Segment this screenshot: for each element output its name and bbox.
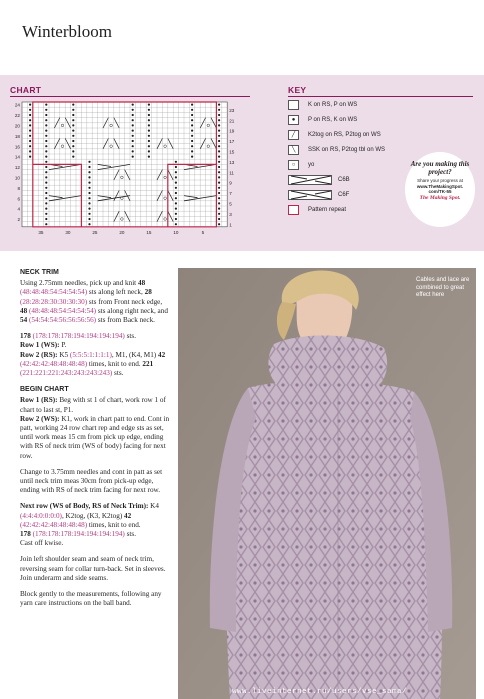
purl-dot <box>45 104 47 106</box>
text-run: , K2tog, (K3, K2tog) <box>61 511 125 520</box>
purl-dot <box>72 156 74 158</box>
text-run: sts. <box>124 332 137 341</box>
purl-dot <box>191 124 193 126</box>
purl-dot <box>175 218 177 220</box>
column-label: 35 <box>38 229 44 235</box>
row-label-left: 16 <box>14 144 20 150</box>
text-run: times, knit to end. <box>87 359 143 368</box>
text-run: , M1, (K4, M1) <box>111 350 158 359</box>
chart-heading-rule <box>10 96 250 97</box>
purl-dot <box>175 161 177 163</box>
purl-dot <box>72 145 74 147</box>
purl-dot <box>191 135 193 137</box>
purl-dot <box>175 202 177 204</box>
purl-dot <box>72 119 74 121</box>
purl-dot <box>132 114 134 116</box>
text-run: sts from Front neck edge, <box>87 297 163 306</box>
neck-trim-row2 <box>20 351 170 379</box>
purl-dot <box>132 150 134 152</box>
row-label-left: 2 <box>17 217 20 223</box>
purl-dot <box>218 187 220 189</box>
purl-dot <box>175 223 177 225</box>
text-run: (54:54:54:56:56:56:56) <box>28 316 97 325</box>
sweater-photo <box>178 268 476 699</box>
text-run: sts along left neck, <box>87 288 145 297</box>
purl-dot <box>218 192 220 194</box>
purl-dot <box>218 171 220 173</box>
purl-dot <box>45 202 47 204</box>
purl-dot <box>148 140 150 142</box>
knit-symbol-icon <box>288 100 299 110</box>
key-item-ssk: ╲ SSK on RS, P2tog tbl on WS <box>288 142 385 157</box>
text-run: 42 <box>157 350 166 359</box>
text-run: Row 1 (RS): <box>20 396 60 405</box>
purl-dot <box>45 156 47 158</box>
purl-dot <box>29 124 31 126</box>
row-label-left: 12 <box>14 165 20 171</box>
purl-dot <box>72 124 74 126</box>
text-run: (221:221:221:243:243:243:243) <box>20 369 113 378</box>
purl-dot <box>29 119 31 121</box>
neck-trim-total <box>20 332 170 341</box>
purl-dot <box>191 150 193 152</box>
purl-dot <box>72 114 74 116</box>
purl-dot <box>72 135 74 137</box>
purl-dot <box>72 130 74 132</box>
chart-cells <box>22 102 227 227</box>
chart-grid <box>10 100 250 245</box>
key-heading: KEY <box>288 85 307 95</box>
text-run: Row 1 (WS): <box>20 341 62 350</box>
knitting-chart <box>10 100 250 245</box>
row-label-right: 5 <box>229 201 232 207</box>
promo-url-1: www.TheMakingSpot. <box>416 184 464 189</box>
purl-dot <box>132 130 134 132</box>
row-label-right: 15 <box>229 149 235 155</box>
purl-dot <box>72 109 74 111</box>
purl-dot <box>45 150 47 152</box>
text-run: 48 <box>20 306 29 315</box>
watermark-url: www.liveinternet.ru/users/vse_sama/ <box>232 688 408 696</box>
text-run: sts from Back neck. <box>96 316 155 325</box>
text-run: 178 <box>20 530 33 539</box>
purl-dot <box>29 130 31 132</box>
purl-dot <box>175 176 177 178</box>
purl-dot <box>88 161 90 163</box>
key-item-yo: ○ yo <box>288 157 385 172</box>
purl-dot <box>148 150 150 152</box>
purl-dot <box>29 109 31 111</box>
promo-badge <box>405 152 475 227</box>
purl-dot <box>132 104 134 106</box>
neck-trim-pickup <box>20 279 170 325</box>
purl-dot <box>218 135 220 137</box>
purl-dot <box>45 192 47 194</box>
column-label: 25 <box>92 229 98 235</box>
purl-dot <box>88 223 90 225</box>
purl-dot <box>218 176 220 178</box>
purl-dot <box>29 150 31 152</box>
purl-dot <box>132 135 134 137</box>
purl-dot <box>191 145 193 147</box>
purl-dot <box>191 119 193 121</box>
k2tog-slash-icon: ╱ <box>288 130 299 140</box>
promo-url-2: com/TK-55 <box>428 189 452 194</box>
text-run: Change to 3.75mm needles and cont in patt as set until neck trim meas 30cm from pick-up edge, ending with RS of neck trim facing for next row. <box>20 467 163 495</box>
purl-dot <box>29 156 31 158</box>
purl-dot-icon: ● <box>288 115 299 125</box>
purl-dot <box>29 114 31 116</box>
purl-dot <box>29 104 31 106</box>
purl-dot <box>191 140 193 142</box>
text-run: (4:4:4:0:0:0:0) <box>20 511 62 520</box>
text-run: Row 2 (RS): <box>20 350 60 359</box>
text-run: 42 <box>124 511 132 520</box>
purl-dot <box>218 109 220 111</box>
neck-trim-heading: NECK TRIM <box>20 269 59 276</box>
purl-dot <box>88 208 90 210</box>
key-item-c6b: C6B <box>288 172 385 187</box>
purl-dot <box>45 197 47 199</box>
text-run: 48 <box>137 279 146 288</box>
purl-dot <box>45 213 47 215</box>
purl-dot <box>45 145 47 147</box>
begin-chart-heading: BEGIN CHART <box>20 386 69 394</box>
purl-dot <box>45 161 47 163</box>
column-label: 10 <box>173 229 179 235</box>
text-run: 54 <box>20 316 29 325</box>
purl-dot <box>218 208 220 210</box>
purl-dot <box>218 182 220 184</box>
purl-dot <box>132 140 134 142</box>
purl-dot <box>45 171 47 173</box>
row-label-right: 19 <box>229 128 235 134</box>
text-run: K5 <box>59 350 70 359</box>
purl-dot <box>218 213 220 215</box>
row-label-right: 1 <box>229 222 232 228</box>
purl-dot <box>132 145 134 147</box>
text-run: sts. <box>112 369 124 378</box>
purl-dot <box>218 114 220 116</box>
purl-dot <box>148 145 150 147</box>
purl-dot <box>218 161 220 163</box>
key-list <box>288 97 385 217</box>
purl-dot <box>45 166 47 168</box>
row-label-left: 18 <box>14 133 20 139</box>
purl-dot <box>45 109 47 111</box>
finishing-block: Block gently to the measurements, following any yarn care instructions on the ball band. <box>20 590 162 608</box>
row-label-left: 8 <box>17 185 20 191</box>
text-run: Next row (WS of Body, RS of Neck Trim): <box>20 502 151 511</box>
model-photo-illustration <box>178 268 476 699</box>
purl-dot <box>45 119 47 121</box>
photo-caption: Cables and lace are combined to great effect here <box>416 277 470 298</box>
purl-dot <box>175 171 177 173</box>
text-run: sts. <box>124 530 137 539</box>
purl-dot <box>72 104 74 106</box>
ssk-backslash-icon: ╲ <box>288 145 299 155</box>
purl-dot <box>175 166 177 168</box>
key-item-c6f: C6F <box>288 187 385 202</box>
purl-dot <box>191 156 193 158</box>
purl-dot <box>175 192 177 194</box>
row-label-right: 11 <box>229 170 234 176</box>
purl-dot <box>88 218 90 220</box>
row-label-right: 17 <box>229 139 235 145</box>
c6b-cable-icon <box>288 175 332 185</box>
row-label-right: 7 <box>229 191 232 197</box>
purl-dot <box>88 213 90 215</box>
row-label-right: 23 <box>229 107 235 113</box>
purl-dot <box>191 114 193 116</box>
text-run: K1, work in chart patt to end. Cont in patt, working 24 row chart rep and edge sts as set, until work meas 15 cm from pick up edge, ending with RS of neck trim (WS of body) facing for next row. <box>20 414 170 460</box>
purl-dot <box>218 140 220 142</box>
purl-dot <box>29 135 31 137</box>
page-title: Winterbloom <box>22 22 112 41</box>
purl-dot <box>45 135 47 137</box>
text-run: (178:178:178:194:194:194:194) <box>32 530 125 539</box>
cast-off: Cast off kwise. <box>20 539 64 548</box>
instructions-column <box>20 268 170 616</box>
column-label: 15 <box>146 229 152 235</box>
purl-dot <box>29 140 31 142</box>
text-run: (48:48:48:54:54:54:54) <box>20 288 88 297</box>
purl-dot <box>45 218 47 220</box>
purl-dot <box>175 197 177 199</box>
purl-dot <box>45 140 47 142</box>
purl-dot <box>88 202 90 204</box>
row-label-left: 6 <box>17 196 20 202</box>
promo-line: Share your progress at <box>417 178 463 183</box>
chart-heading: CHART <box>10 85 42 95</box>
purl-dot <box>45 187 47 189</box>
purl-dot <box>218 197 220 199</box>
column-label: 20 <box>119 229 125 235</box>
purl-dot <box>132 119 134 121</box>
text-run: Beg with st 1 of chart, work row 1 of chart to last st, P1. <box>20 396 166 414</box>
c6f-cable-icon <box>288 190 332 200</box>
purl-dot <box>148 109 150 111</box>
key-item-k2tog: ╱ K2tog on RS, P2tog on WS <box>288 127 385 142</box>
promo-question: Are you making this project? <box>410 160 470 176</box>
row-label-left: 24 <box>14 102 20 108</box>
purl-dot <box>191 130 193 132</box>
purl-dot <box>45 114 47 116</box>
purl-dot <box>45 176 47 178</box>
begin-chart-row1 <box>20 396 170 414</box>
purl-dot <box>218 119 220 121</box>
purl-dot <box>132 109 134 111</box>
purl-dot <box>175 208 177 210</box>
text-run: times, knit to end. <box>87 520 141 529</box>
purl-dot <box>218 202 220 204</box>
purl-dot <box>218 156 220 158</box>
purl-dot <box>88 182 90 184</box>
pattern-repeat-box-icon <box>288 205 299 215</box>
purl-dot <box>218 130 220 132</box>
row-label-left: 22 <box>14 113 20 119</box>
text-run: sts along right neck, and <box>96 306 168 315</box>
text-run: (42:42:42:48:48:48:48) <box>20 359 88 368</box>
purl-dot <box>45 124 47 126</box>
begin-chart-change <box>20 468 170 496</box>
purl-dot <box>148 135 150 137</box>
purl-dot <box>218 223 220 225</box>
purl-dot <box>148 130 150 132</box>
purl-dot <box>218 145 220 147</box>
row-label-left: 10 <box>14 175 20 181</box>
finishing-seams: Join left shoulder seam and seam of neck trim, reversing seam for collar turn-back. Set in sleeves. Join underarm and side seams. <box>20 555 166 582</box>
key-item-repeat: Pattern repeat <box>288 202 385 217</box>
purl-dot <box>218 124 220 126</box>
row-label-right: 3 <box>229 211 232 217</box>
text-run: (5:5:5:1:1:1:1) <box>69 350 112 359</box>
purl-dot <box>175 213 177 215</box>
text-run: (178:178:178:194:194:194:194) <box>32 332 125 341</box>
purl-dot <box>45 130 47 132</box>
text-run: K4 <box>150 502 159 511</box>
text-run: (48:48:48:54:54:54:54) <box>28 306 97 315</box>
purl-dot <box>148 114 150 116</box>
row-label-left: 14 <box>14 154 20 160</box>
purl-dot <box>191 104 193 106</box>
purl-dot <box>148 104 150 106</box>
column-label: 5 <box>201 229 205 235</box>
purl-dot <box>88 171 90 173</box>
row-label-right: 9 <box>229 180 232 186</box>
row-label-right: 13 <box>229 159 235 165</box>
text-run: Row 2 (WS): <box>20 414 62 423</box>
purl-dot <box>45 208 47 210</box>
purl-dot <box>218 166 220 168</box>
purl-dot <box>88 166 90 168</box>
purl-dot <box>72 150 74 152</box>
purl-dot <box>88 187 90 189</box>
purl-dot <box>29 145 31 147</box>
purl-dot <box>218 104 220 106</box>
purl-dot <box>148 156 150 158</box>
purl-dot <box>88 176 90 178</box>
purl-dot <box>191 109 193 111</box>
row-label-right: 21 <box>229 118 235 124</box>
begin-chart-row2 <box>20 415 170 461</box>
yarn-over-circle-icon: ○ <box>288 160 299 170</box>
purl-dot <box>148 124 150 126</box>
text-run: 221 <box>142 359 154 368</box>
purl-dot <box>132 156 134 158</box>
purl-dot <box>218 218 220 220</box>
neck-trim-row1 <box>20 341 170 350</box>
key-item-purl: ● P on RS, K on WS <box>288 112 385 127</box>
text-run: 178 <box>20 332 33 341</box>
text-run: P. <box>61 341 67 350</box>
purl-dot <box>88 192 90 194</box>
text-run: (42:42:42:48:48:48:48) <box>20 520 88 529</box>
text-run: 28 <box>144 288 152 297</box>
column-label: 30 <box>65 229 71 235</box>
purl-dot <box>175 187 177 189</box>
purl-dot <box>88 197 90 199</box>
text-run: (28:28:28:30:30:30:30) <box>20 297 88 306</box>
purl-dot <box>132 124 134 126</box>
text-run: Using 2.75mm needles, pick up and knit <box>20 279 138 288</box>
purl-dot <box>45 223 47 225</box>
purl-dot <box>72 140 74 142</box>
purl-dot <box>218 150 220 152</box>
row-label-left: 4 <box>17 206 20 212</box>
making-spot-logo: The Making Spot. <box>419 195 461 201</box>
purl-dot <box>45 182 47 184</box>
next-row-total <box>20 530 170 539</box>
purl-dot <box>148 119 150 121</box>
next-row <box>20 502 170 530</box>
key-item-knit: K on RS, P on WS <box>288 97 385 112</box>
row-label-left: 20 <box>14 123 20 129</box>
purl-dot <box>175 182 177 184</box>
